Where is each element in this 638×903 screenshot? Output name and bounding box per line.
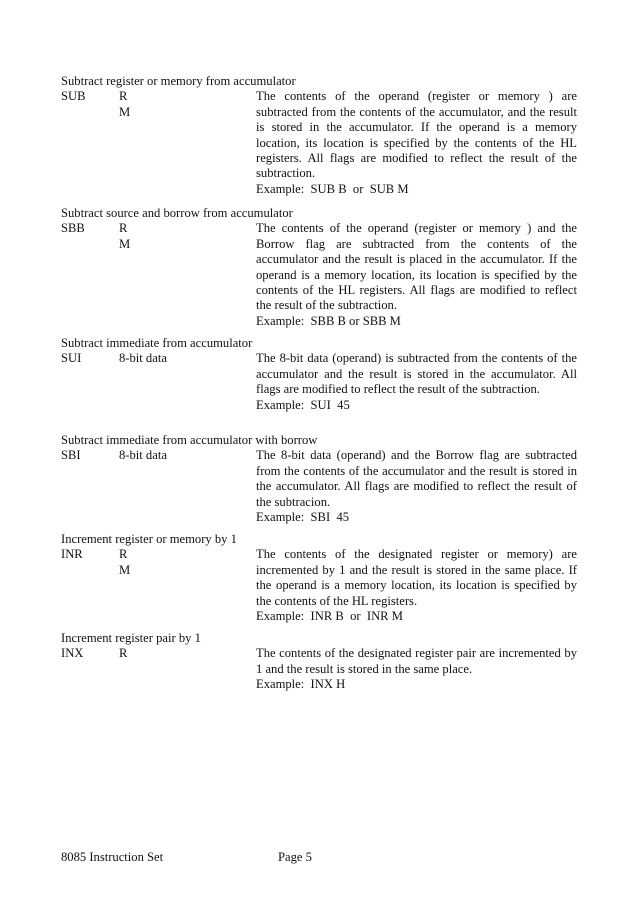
operand: M [119,562,131,577]
operand: M [119,236,131,251]
mnemonic: SBB [61,221,85,236]
footer-title: 8085 Instruction Set [61,850,164,864]
section-heading: Subtract register or memory from accumulator [61,74,296,88]
instruction-description: The contents of the operand (register or memory ) and the Borrow flag are subtracted from the contents of the accumulator and the result is placed in the accumulator. If the operand is a memory location, its location is specified by the contents of the HL registers. All flags are modified to reflect the result of the subtraction. [256,221,577,313]
mnemonic: SBI [61,448,81,463]
instruction-example: Example: INX H [256,677,346,692]
instruction-example: Example: INR B or INR M [256,609,403,624]
operand: R [119,547,128,562]
operands [119,547,130,578]
instruction-description: The 8-bit data (operand) and the Borrow flag are subtracted from the contents of the accumulator and the result is stored in the accumulator. All flags are modified to reflect the result of the subtracion. [256,448,577,509]
instruction-example: Example: SUB B or SUB M [256,181,409,196]
instruction-section-sbi [61,433,579,525]
section-heading: Increment register pair by 1 [61,631,201,645]
section-heading: Subtract source and borrow from accumulator [61,206,293,220]
operands [119,646,127,661]
instruction-example: Example: SUI 45 [256,397,350,412]
section-heading: Increment register or memory by 1 [61,532,237,546]
instruction-section-sbb [61,206,579,329]
operands [119,221,130,252]
operand: 8-bit data [119,351,167,366]
operand: M [119,104,131,119]
instruction-description: The contents of the designated register pair are incremented by 1 and the result is stored in the same place. [256,646,577,676]
section-heading: Subtract immediate from accumulator with borrow [61,433,318,447]
instruction-description: The contents of the designated register or memory) are incremented by 1 and the result is stored in the same place. If the operand is a memory location, its location is specified by the contents of the HL registers. [256,547,577,608]
instruction-example: Example: SBI 45 [256,510,350,525]
mnemonic: SUB [61,89,86,104]
instruction-example: Example: SBB B or SBB M [256,313,401,328]
section-heading: Subtract immediate from accumulator [61,336,253,350]
instruction-description: The contents of the operand (register or memory ) are subtracted from the contents of the accumulator, and the result is stored in the accumulator. If the operand is a memory location, its location is specified by the contents of the HL registers. All flags are modified to reflect the result of the subtraction. [256,89,577,181]
footer-page-number: Page 5 [278,850,312,864]
instruction-description: The 8-bit data (operand) is subtracted from the contents of the accumulator and the result is stored in the accumulator. All flags are modified to reflect the result of the subtraction. [256,351,577,397]
instruction-section-inr [61,532,579,624]
instruction-section-sub [61,74,579,197]
mnemonic: INX [61,646,84,661]
mnemonic: SUI [61,351,82,366]
operand: R [119,89,128,104]
operand: R [119,646,128,661]
operand: R [119,221,128,236]
mnemonic: INR [61,547,83,562]
instruction-section-sui [61,336,579,413]
operands [119,89,130,120]
operands [119,351,167,366]
instruction-section-inx [61,631,579,693]
operand: 8-bit data [119,448,167,463]
operands [119,448,167,463]
